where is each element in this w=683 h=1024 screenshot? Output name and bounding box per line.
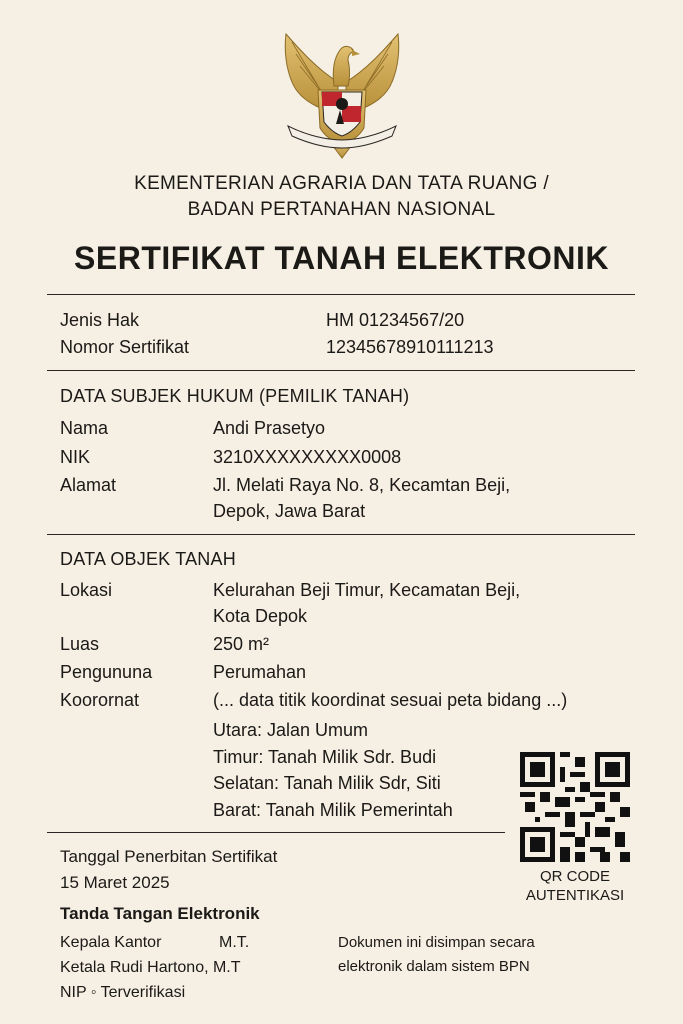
lokasi-line-2: Kota Depok xyxy=(213,606,308,626)
qr-code-icon[interactable] xyxy=(520,752,630,862)
alamat-line-2: Depok, Jawa Barat xyxy=(213,501,366,521)
ministry-line-1: KEMENTERIAN AGRARIA DAN TATA RUANG / xyxy=(134,173,549,194)
batas-utara: Utara: Jalan Umum xyxy=(213,720,369,740)
alamat-label: Alamat xyxy=(60,475,117,495)
koordinat-value: (... data titik koordinat sesuai peta bidang ...) xyxy=(213,690,568,710)
signer-name: Ketala Rudi Hartono, M.T xyxy=(60,959,241,976)
issue-date-value: 15 Maret 2025 xyxy=(60,873,170,892)
nomor-sertifikat-label: Nomor Sertifikat xyxy=(60,337,190,357)
nama-label: Nama xyxy=(60,418,109,438)
jenis-hak-value: HM 01234567/20 xyxy=(326,310,465,330)
jenis-hak-label: Jenis Hak xyxy=(60,310,140,330)
document-title: SERTIFIKAT TANAH ELEKTRONIK xyxy=(74,240,609,276)
penggunaan-value: Perumahan xyxy=(213,662,307,682)
lokasi-label: Lokasi xyxy=(60,580,113,600)
batas-timur: Timur: Tanah Milik Sdr. Budi xyxy=(213,747,437,767)
qr-label-line-1: QR CODE xyxy=(539,868,610,885)
alamat-line-1: Jl. Melati Raya No. 8, Kecamtan Beji, xyxy=(213,475,511,495)
signer-title: Kepala Kantor xyxy=(60,934,162,951)
lokasi-line-1: Kelurahan Beji Timur, Kecamatan Beji, xyxy=(213,580,521,600)
nik-label: NIK xyxy=(60,447,91,467)
koordinat-label: Koorornat xyxy=(60,690,140,710)
issue-date-label: Tanggal Penerbitan Sertifikat xyxy=(60,847,278,866)
subject-section-heading: DATA SUBJEK HUKUM (PEMILIK TANAH) xyxy=(60,386,410,406)
nama-value: Andi Prasetyo xyxy=(213,418,326,438)
divider xyxy=(47,294,635,295)
garuda-emblem-icon xyxy=(278,30,406,165)
divider xyxy=(47,370,635,371)
nip-status: NIP ◦ Terverifikasi xyxy=(60,984,186,1001)
luas-label: Luas xyxy=(60,634,100,654)
qr-label-line-2: AUTENTIKASI xyxy=(525,887,625,904)
nomor-sertifikat-value: 12345678910111213 xyxy=(326,337,494,357)
signature-heading: Tanda Tangan Elektronik xyxy=(60,904,260,923)
penggunaan-label: Pengununa xyxy=(60,662,153,682)
luas-value: 250 m² xyxy=(213,634,270,654)
nik-value: 3210XXXXXXXXX0008 xyxy=(213,447,402,467)
batas-barat: Barat: Tanah Milik Pemerintah xyxy=(213,800,453,820)
storage-note-line-1: Dokumen ini disimpan secara xyxy=(338,934,535,951)
ministry-line-2: BADAN PERTANAHAN NASIONAL xyxy=(187,199,496,220)
divider xyxy=(47,832,505,833)
object-section-heading: DATA OBJEK TANAH xyxy=(60,549,236,569)
batas-selatan: Selatan: Tanah Milik Sdr, Siti xyxy=(213,773,441,793)
storage-note-line-2: elektronik dalam sistem BPN xyxy=(338,958,530,975)
divider xyxy=(47,534,635,535)
signer-suffix: M.T. xyxy=(219,934,250,951)
